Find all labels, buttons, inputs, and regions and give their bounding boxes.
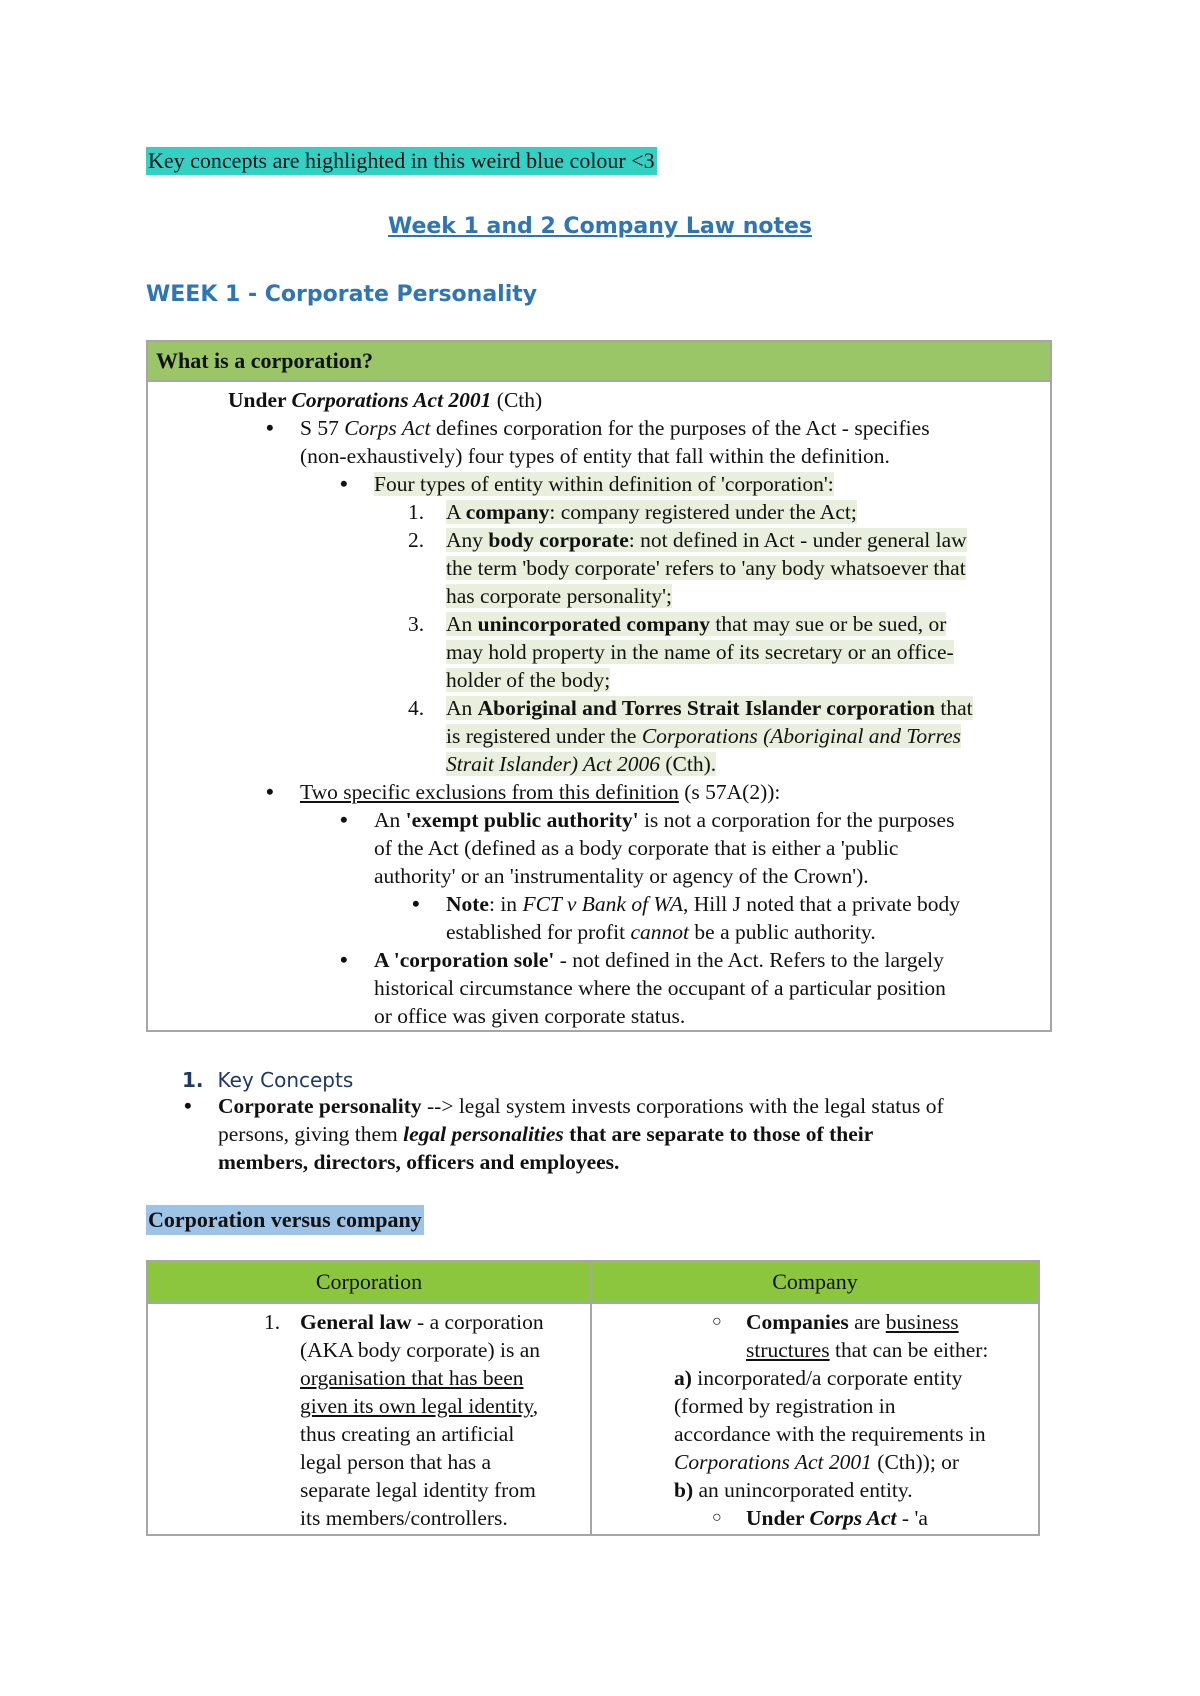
e2b: - not defined in the Act. Refers to the largely: [554, 948, 944, 972]
t1c: : company registered under the Act;: [549, 500, 857, 524]
nf: cannot: [630, 920, 690, 944]
left-num: 1.: [264, 1310, 281, 1334]
e1c: is not a corporation for the purposes: [638, 808, 955, 832]
left-l4: [300, 1392, 538, 1420]
e1b: 'exempt public authority': [405, 808, 639, 832]
key-concepts-label: Key Concepts: [217, 1068, 354, 1092]
ng: be a public authority.: [689, 920, 876, 944]
four-types-text: Four types of entity within definition of 'corporation':: [374, 472, 834, 496]
cp-cont1: [218, 1120, 873, 1148]
type-body-corporate: [446, 526, 967, 554]
right-r8: [746, 1504, 928, 1532]
t3d: may hold property in the name of its secretary or an office-: [446, 640, 954, 664]
t3a: An: [446, 612, 478, 636]
t2b: body corporate: [488, 528, 629, 552]
t1b: company: [465, 500, 550, 524]
cp-d: legal personalities: [403, 1122, 564, 1146]
bullet-exclusions: [300, 778, 780, 806]
corp-sole-cont2: or office was given corporate status.: [374, 1004, 686, 1028]
col-header-company: Company: [772, 1269, 858, 1294]
type-atsi-cont1: [446, 722, 961, 750]
comparison-table-divider: [590, 1262, 592, 1534]
type-unincorporated-cont2: [446, 666, 610, 694]
right-r5: accordance with the requirements in: [674, 1422, 986, 1446]
r1c: business: [885, 1310, 959, 1334]
left-l2: (AKA body corporate) is an: [300, 1338, 541, 1362]
left-l8: its members/controllers.: [300, 1506, 508, 1530]
bullet-s57: [300, 414, 930, 442]
under-act-title: Corporations Act 2001: [291, 388, 492, 412]
left-l1b: - a corporation: [411, 1310, 544, 1334]
cp-c: persons, giving them: [218, 1122, 404, 1146]
cp-f: members, directors, officers and employees.: [218, 1150, 620, 1174]
t3b: unincorporated company: [477, 612, 710, 636]
definition-box: [146, 340, 1052, 1032]
right-r6: [674, 1448, 959, 1476]
key-concepts-heading: [182, 1068, 353, 1092]
r8b: Corps Act: [809, 1506, 897, 1530]
intro-note: Key concepts are highlighted in this weird blue colour <3: [148, 148, 655, 173]
bullet-s57-cont: (non-exhaustively) four types of entity that fall within the definition.: [300, 444, 890, 468]
ne: established for profit: [446, 920, 631, 944]
left-l4a: given its own legal identity: [300, 1394, 533, 1418]
t4d: is registered under the: [446, 724, 642, 748]
r7b: an unincorporated entity.: [693, 1478, 913, 1502]
t4a: An: [446, 696, 478, 720]
t3c: that may sue or be sued, or: [710, 612, 947, 636]
r6b: (Cth)); or: [871, 1450, 960, 1474]
list-num-4: 4.: [408, 696, 425, 720]
left-term: General law: [300, 1310, 412, 1334]
comparison-table: [146, 1260, 1040, 1536]
note-label: Note: [446, 892, 489, 916]
cp-cont2: [218, 1148, 619, 1176]
right-r4: (formed by registration in: [674, 1394, 896, 1418]
right-r1: [746, 1308, 959, 1336]
right-r3: [674, 1364, 962, 1392]
corps-act-ref: Corps Act: [344, 416, 431, 440]
col-header-corporation: Corporation: [315, 1269, 423, 1294]
bullet-exempt-authority: [374, 806, 954, 834]
exclusions-ref: (s 57A(2)):: [678, 780, 781, 804]
type-company: [446, 498, 857, 526]
r7a: b): [674, 1478, 694, 1502]
type-unincorporated-cont1: [446, 638, 954, 666]
t1a: A: [446, 500, 466, 524]
corp-sole-cont1: historical circumstance where the occupant of a particular position: [374, 976, 946, 1000]
list-num-2: 2.: [408, 528, 425, 552]
t4e: Corporations (Aboriginal and Torres: [641, 724, 962, 748]
exempt-cont2: authority' or an 'instrumentality or agency of the Crown').: [374, 864, 869, 888]
t2a: Any: [446, 528, 489, 552]
type-body-corporate-cont1: [446, 554, 966, 582]
under-act-cth: (Cth): [491, 388, 543, 412]
under-label: Under: [228, 388, 292, 412]
bullet-corporate-personality: [218, 1092, 944, 1120]
bullet-four-types: [374, 470, 834, 498]
s57-text-cont: defines corporation for the purposes of the Act - specifies: [430, 416, 930, 440]
left-l3: organisation that has been: [300, 1366, 524, 1390]
r1a: Companies: [746, 1310, 849, 1334]
nb: : in: [488, 892, 523, 916]
type-atsi-cont2: [446, 750, 716, 778]
t2c: : not defined in Act - under general law: [628, 528, 967, 552]
r8c: - 'a: [896, 1506, 928, 1530]
case-name: FCT v Bank of WA: [522, 892, 683, 916]
bullet-note: [446, 890, 960, 918]
corporation-vs-company-heading: Corporation versus company: [146, 1205, 424, 1235]
cp-term: Corporate personality: [218, 1094, 422, 1118]
definition-box-heading: What is a corporation?: [148, 342, 1050, 382]
r1b: are: [848, 1310, 886, 1334]
r3a: a): [674, 1366, 692, 1390]
t4b: Aboriginal and Torres Strait Islander corporation: [477, 696, 935, 720]
r2a: structures: [746, 1338, 830, 1362]
type-unincorporated: [446, 610, 946, 638]
list-num-1: 1.: [408, 500, 425, 524]
t3e: holder of the body;: [446, 668, 611, 692]
note-cont: [446, 918, 876, 946]
type-body-corporate-cont2: [446, 582, 672, 610]
left-l1: [300, 1308, 544, 1336]
r6a: Corporations Act 2001: [674, 1450, 872, 1474]
right-r2: [746, 1336, 988, 1364]
r3b: incorporated/a corporate entity: [691, 1366, 963, 1390]
t4f: Strait Islander) Act 2006: [446, 752, 660, 776]
cp-def: --> legal system invests corporations with the legal status of: [421, 1094, 944, 1118]
e2a: A 'corporation sole': [374, 948, 555, 972]
e1a: An: [374, 808, 406, 832]
exempt-cont1: of the Act (defined as a body corporate that is either a 'public: [374, 836, 899, 860]
t2e: has corporate personality';: [446, 584, 672, 608]
t2d: the term 'body corporate' refers to 'any body whatsoever that: [446, 556, 966, 580]
right-r7: [674, 1476, 913, 1504]
left-l7: separate legal identity from: [300, 1478, 536, 1502]
week-heading: WEEK 1 - Corporate Personality: [146, 282, 538, 307]
r2b: that can be either:: [829, 1338, 989, 1362]
t4c: that: [934, 696, 973, 720]
exclusions-text: Two specific exclusions from this definition: [300, 780, 679, 804]
under-act-line: [228, 386, 542, 414]
t4g: (Cth).: [660, 752, 717, 776]
type-atsi: [446, 694, 973, 722]
left-l4b: ,: [532, 1394, 539, 1418]
document-title: Week 1 and 2 Company Law notes: [387, 214, 813, 239]
list-num-3: 3.: [408, 612, 425, 636]
cp-e: that are separate to those of their: [563, 1122, 874, 1146]
left-l5: thus creating an artificial: [300, 1422, 515, 1446]
r8a: Under: [746, 1506, 810, 1530]
s57-text: S 57: [300, 416, 345, 440]
left-l6: legal person that has a: [300, 1450, 492, 1474]
bullet-corporation-sole: [374, 946, 944, 974]
key-concepts-number: 1.: [182, 1068, 204, 1092]
nd: , Hill J noted that a private body: [682, 892, 961, 916]
